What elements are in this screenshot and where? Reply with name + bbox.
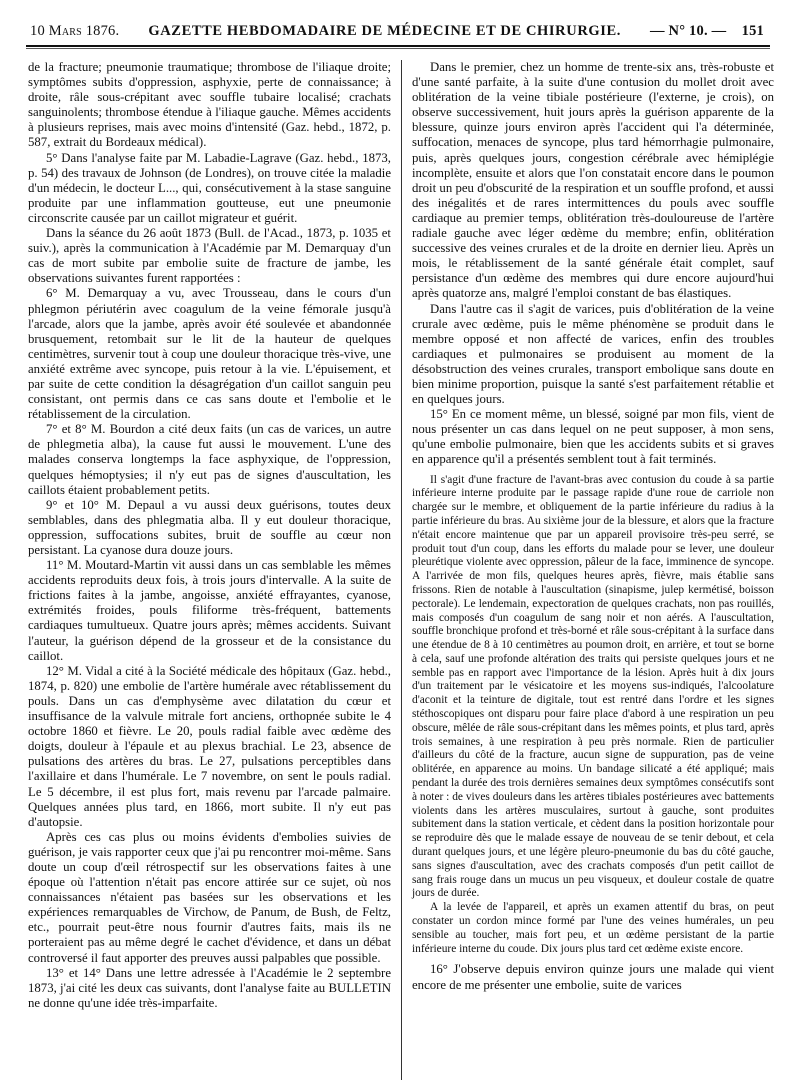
paragraph: Dans l'autre cas il s'agit de varices, puis d'oblitération de la veine crurale avec œdème, puis le même phénomène se produit dans le membre opposé et non affecté de varices, enfin des troubles cardiaques et pulmonaires se produisent au moment de la désobstruction des veines crurales, transport embolique sans doute en bien minime proportion, puisque la santé s'est parfaitement rétablie et en quelques jours.: [412, 301, 774, 407]
paragraph: Dans la séance du 26 août 1873 (Bull. de l'Acad., 1873, p. 1035 et suiv.), après la communication à l'Académie par M. Demarquay d'un cas de mort subite par embolie suite de fracture de jambe, les observations suivantes furent rapportées :: [28, 226, 391, 286]
paragraph: de la fracture; pneumonie traumatique; thrombose de l'iliaque droite; symptômes subits d'oppression, asphyxie, perte de connaissance; à droite, râle sous-crépitant avec souffle tubaire localisé; crachats sanguinolents; thrombose étendue à l'iliaque gauche. Mêmes accidents à plusieurs reprises, mais avec moins d'intensité (Gaz. hebd., 1872, p. 587, extrait du Bordeaux médical).: [28, 60, 391, 150]
two-column-body: [28, 60, 774, 1080]
paragraph-small-print: Il s'agit d'une fracture de l'avant-bras avec contusion du coude à sa partie inférieure interne produite par le passage rapide d'une roue de carriole non chargée sur le membre, et obliquement de la partie inférieure du radius à la partie inférieure du bras. Au sixième jour de la blessure, et alors que la fracture n'était encore maintenue que par un appareil provisoire très-peu serré, se produit tout d'un coup, dans les efforts du malade pour se lever, une douleur pleurétique violente avec oppression, pâleur de la face, imminence de syncope. A l'arrivée de mon fils, quelques heures après, fièvre, mais établie sans frissons. Rien de notable à l'auscultation (sinapisme, julep kermétisé, boisson pectorale). Le lendemain, expectoration de quelques crachats, non pas rouillés, mais composés d'un coagulum de sang noir et non aérés. A l'auscultation, souffle bronchique profond et très-borné et râle sous-crépitant à la surface dans une étendue de 8 à 10 centimètres au poumon droit, en arrière, et tout se borne à cela, sauf une profonde altération des traits qui persiste quelques jours et ne semble pas en rapport avec l'importance de la lésion. Après huit à dix jours d'un traitement par le vésicatoire et les moyens sus-indiqués, l'alcoolature d'aconit et la teinture de digitale, tout est rentré dans l'ordre et les signes stéthoscopiques ont disparu pour faire place d'abord à une respiration un peu obscure, mêlée de râle sous-crépitant dans les mêmes points, et plus tard, après trois semaines, à une respiration à peu près normale. Rien de particulier d'ailleurs du côté de la fracture, aucun signe de suppuration, pas de veine oblitérée, en apparence au moins. Un bandage silicaté a été appliqué; mais pendant la durée des trois dernières semaines deux symptômes consécutifs sont à noter : de vives douleurs dans les artères tibiales postérieures avec battements violents dans les artères musculaires, surtout à gauche, sont produites subitement dans la station verticale, et cèdent dans la position horizontale pour se reproduire dès que le malade essaye de nouveau de se tenir debout, et cela durant quelques jours, et une légère pleuro-pneumonie du bas du côté gauche, sans signes d'auscultation, avec des crachats composés d'un petit caillot de sang frais rouge dans un mucus un peu visqueux, et douleur costale de quatre jours de durée.: [412, 473, 774, 900]
header-issue-page: [650, 23, 764, 40]
paragraph: 9° et 10° M. Depaul a vu aussi deux guérisons, toutes deux semblables, dans des phlegmatia alba. Il y eut douleur thoracique, oppression, suffocations subites, bruit de souffle au cœur non persistant. La cyanose dura douze jours.: [28, 497, 391, 557]
paragraph: 15° En ce moment même, un blessé, soigné par mon fils, vient de nous présenter un cas dans lequel on ne peut supposer, à mon sens, qu'une embolie pulmonaire, bien que les accidents subits et si graves en apparence qu'il a présentés semblent tout à fait terminés.: [412, 407, 774, 467]
header-journal-title: GAZETTE HEBDOMADAIRE DE MÉDECINE ET DE CHIRURGIE.: [148, 22, 622, 39]
running-header: [30, 20, 764, 42]
header-date: 10 Mars 1876.: [30, 22, 120, 39]
paragraph: 6° M. Demarquay a vu, avec Trousseau, dans le cours d'un phlegmon périutérin avec coagulum de la veine fémorale jusqu'à l'arcade, alors que la jambe, après avoir été soulevée et abandonnée brusquement, retombait sur le lit de la hauteur de quelques centimètres, survenir tout à coup une douleur thoracique très-vive, une anxiété extrême avec syncope, puis retour à la vie. L'épuisement, et par suite de cette condition la désagrégation d'un caillot sanguin peu consistant, ont permis dans ce cas sans doute et l'embolie et le rétablissement de la circulation.: [28, 286, 391, 422]
right-column: [401, 60, 774, 1080]
left-column: [28, 60, 401, 1080]
header-rule-thin: [26, 48, 770, 49]
paragraph-small-print: A la levée de l'appareil, et après un examen attentif du bras, on peut constater un cordon mince formé par l'une des veines humérales, un peu sensible au toucher, mais fort peu, et un œdème persistant de la partie inférieure interne du coude. Dix jours plus tard cet œdème existe encore.: [412, 901, 774, 955]
header-page-number: 151: [741, 22, 764, 39]
header-issue-number: — N° 10. —: [650, 22, 727, 39]
paragraph: 5° Dans l'analyse faite par M. Labadie-Lagrave (Gaz. hebd., 1873, p. 54) des travaux de Johnson (de Londres), on trouve citée la maladie d'un médecin, le docteur L..., qui, consécutivement à la stase sanguine produite par une inflammation goutteuse, eut une pneumonie circonscrite causée par un caillot migrateur et guérit.: [28, 150, 391, 225]
paragraph: Après ces cas plus ou moins évidents d'embolies suivies de guérison, je vais rapporter ceux que j'ai pu rencontrer moi-même. Sans doute un coup d'œil rétrospectif sur les observations faites à une époque où l'attention n'était pas encore attirée sur ce sujet, où nos connaissances n'étaient pas basées sur les observations et les expériences remarquables de Virchow, de Panum, de Bush, de Feltz, etc., pourrait peut-être nous fournir d'autres faits, mais ils ne porteraient pas au même degré le cachet d'évidence, et dans un débat controversé il faut apporter des preuves aussi palpables que possible.: [28, 829, 391, 965]
paragraph: 11° M. Moutard-Martin vit aussi dans un cas semblable les mêmes accidents reproduits deux fois, à trois jours d'intervalle. A la suite de frictions faites à la jambe, angoisse, anxiété effrayantes, cyanose, extrémités froides, pouls filiforme très-fréquent, battements cardiaques tumultueux. Quatre jours après; mêmes accidents. Suivant l'auteur, la guérison dépend de la grosseur et de la consistance du caillot.: [28, 558, 391, 663]
paragraph: 16° J'observe depuis environ quinze jours une malade qui vient encore de me présenter une embolie, suite de varices: [412, 962, 774, 992]
header-rule: [26, 45, 770, 47]
paragraph: Dans le premier, chez un homme de trente-six ans, très-robuste et d'une santé parfaite, à la suite d'une contusion du mollet droit avec oblitération de la veine tibiale postérieure (l'externe, je crois), on observe successivement, huit jours après la guérison apparente de la blessure, quinze jours environ après l'accident qui l'a déterminée, suffocation, menaces de syncope, plus tard hémorrhagie pulmonaire, puis, après quelques jours, congestion cérébrale avec hémiplégie incomplète, ensuite et alors que l'on constatait encore dans le poumon droit un peu d'obscurité de la respiration et un souffle profond, et aussi des inégalités et de rares intermittences du pouls avec souffle cardiaque au premier temps, oblitération très-douloureuse de l'artère radiale gauche avec léger œdème du membre; enfin, oblitération successive des veines crurales et de la droite en dernier lieu. Après un mois, le rétablissement de la santé générale était complet, sauf persistance d'un œdème des membres qui dure encore aujourd'hui après quatorze ans, malgré l'emploi constant de bas élastiques.: [412, 60, 774, 301]
paragraph: 12° M. Vidal a cité à la Société médicale des hôpitaux (Gaz. hebd., 1874, p. 820) une embolie de l'artère humérale avec rétablissement du pouls. Dans un cas d'emphysème avec dilatation du cœur et insuffisance de la valvule mitrale fort anciens, orthopnée subite le 4 octobre 1860 et fièvre. Le 20, pouls radial faible avec œdème des doigts, douleur à l'épaule et au plexus brachial. Le 23, absence de pulsations des artères du bras. Le 27, pulsations perceptibles dans l'axillaire et dans l'humérale. Le 7 novembre, on sent le pouls radial. Le 5 décembre, il est plus fort, mais revenu par l'arcade palmaire. Quelques années plus tard, en 1866, mort subite. Il n'y eut pas d'autopsie.: [28, 663, 391, 829]
paragraph: 13° et 14° Dans une lettre adressée à l'Académie le 2 septembre 1873, j'ai cité les deux cas suivants, dont l'analyse faite au BULLETIN ne donne qu'une idée très-imparfaite.: [28, 965, 391, 1010]
paragraph: 7° et 8° M. Bourdon a cité deux faits (un cas de varices, un autre de phlegmetia alba), la cause fut aussi le mouvement. L'une des malades conserva longtemps la face asphyxique, de l'oppression, quelques hémoptysies; il n'y eut pas de signes d'auscultation, les caillots étaient probablement petits.: [28, 422, 391, 497]
